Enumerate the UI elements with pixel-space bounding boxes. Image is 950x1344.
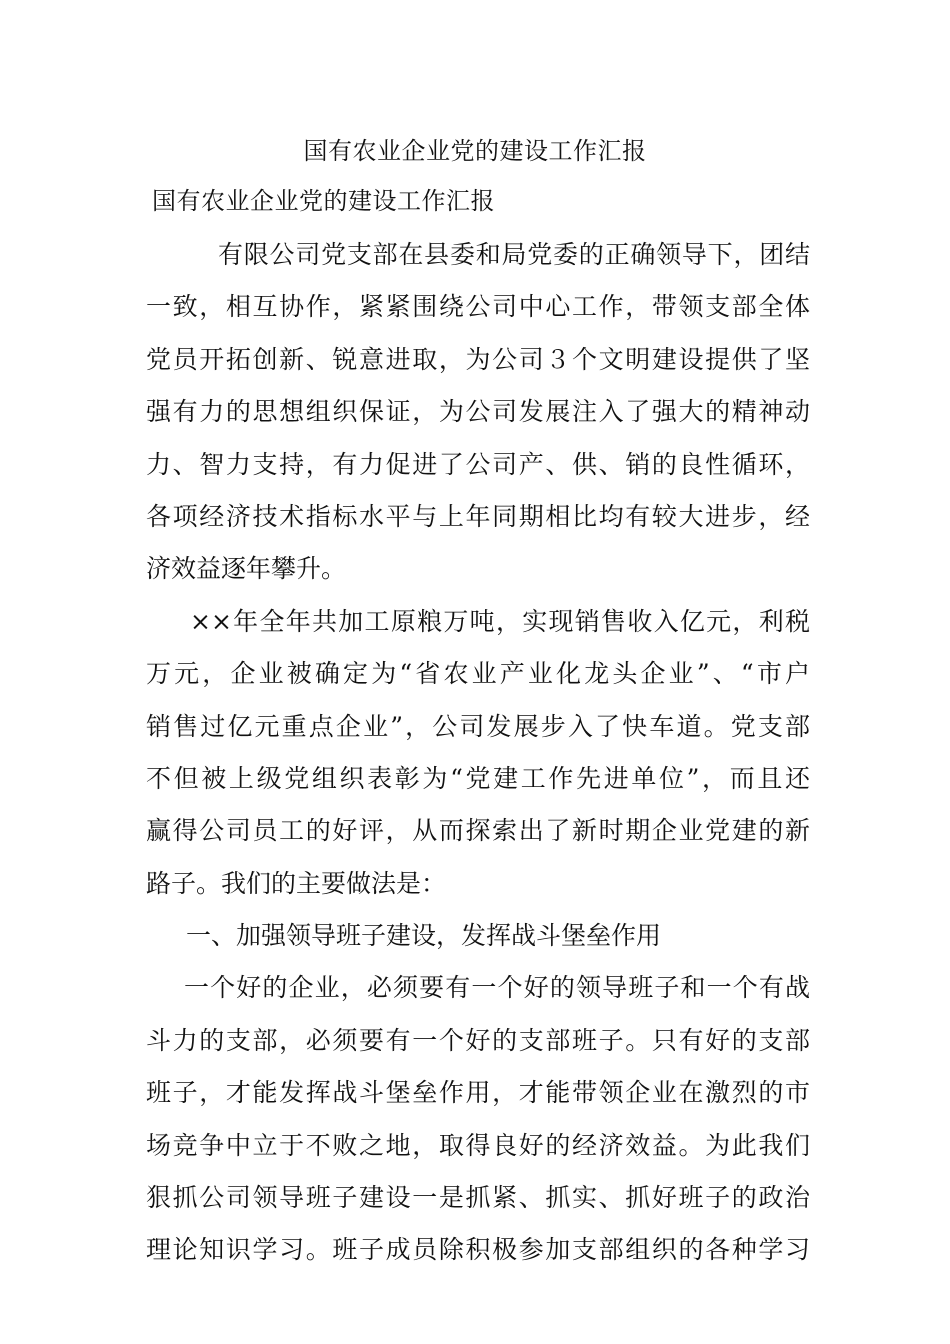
text-line: 党员开拓创新、锐意进取，为公司３个文明建设提供了坚	[146, 344, 810, 374]
text-line: 路子。我们的主要做法是：	[146, 868, 447, 898]
section-heading: 一、加强领导班子建设，发挥战斗堡垒作用	[186, 921, 662, 951]
text-line: 万元，企业被确定为“省农业产业化龙头企业”、“市户	[146, 659, 810, 689]
text-line: 销售过亿元重点企业”，公司发展步入了快车道。党支部	[146, 711, 810, 741]
text-line: 不但被上级党组织表彰为“党建工作先进单位”，而且还	[146, 763, 810, 793]
text-line: 狠抓公司领导班子建设一是抓紧、抓实、抓好班子的政治	[146, 1183, 810, 1213]
document-subtitle: 国有农业企业党的建设工作汇报	[152, 187, 495, 215]
text-line: 场竞争中立于不败之地，取得良好的经济效益。为此我们	[146, 1130, 810, 1160]
text-line: 班子，才能发挥战斗堡垒作用，才能带领企业在激烈的市	[146, 1078, 810, 1108]
text-line: 强有力的思想组织保证，为公司发展注入了强大的精神动	[146, 397, 810, 427]
text-line: 一个好的企业，必须要有一个好的领导班子和一个有战	[184, 973, 810, 1003]
text-line: 有限公司党支部在县委和局党委的正确领导下，团结	[218, 240, 810, 269]
text-line: 一致，相互协作，紧紧围绕公司中心工作，带领支部全体	[146, 292, 810, 322]
text-line: ××年全年共加工原粮万吨，实现销售收入亿元，利税	[190, 606, 810, 636]
document-body	[146, 229, 810, 1277]
text-line: 各项经济技术指标水平与上年同期相比均有较大进步，经	[146, 501, 810, 531]
text-line: 力、智力支持，有力促进了公司产、供、销的良性循环，	[146, 449, 810, 479]
document-title: 国有农业企业党的建设工作汇报	[303, 137, 647, 165]
text-line: 济效益逐年攀升。	[146, 554, 347, 584]
text-line: 赢得公司员工的好评，从而探索出了新时期企业党建的新	[146, 816, 810, 846]
text-line: 斗力的支部，必须要有一个好的支部班子。只有好的支部	[146, 1025, 810, 1055]
text-line: 理论知识学习。班子成员除积极参加支部组织的各种学习	[146, 1235, 810, 1265]
